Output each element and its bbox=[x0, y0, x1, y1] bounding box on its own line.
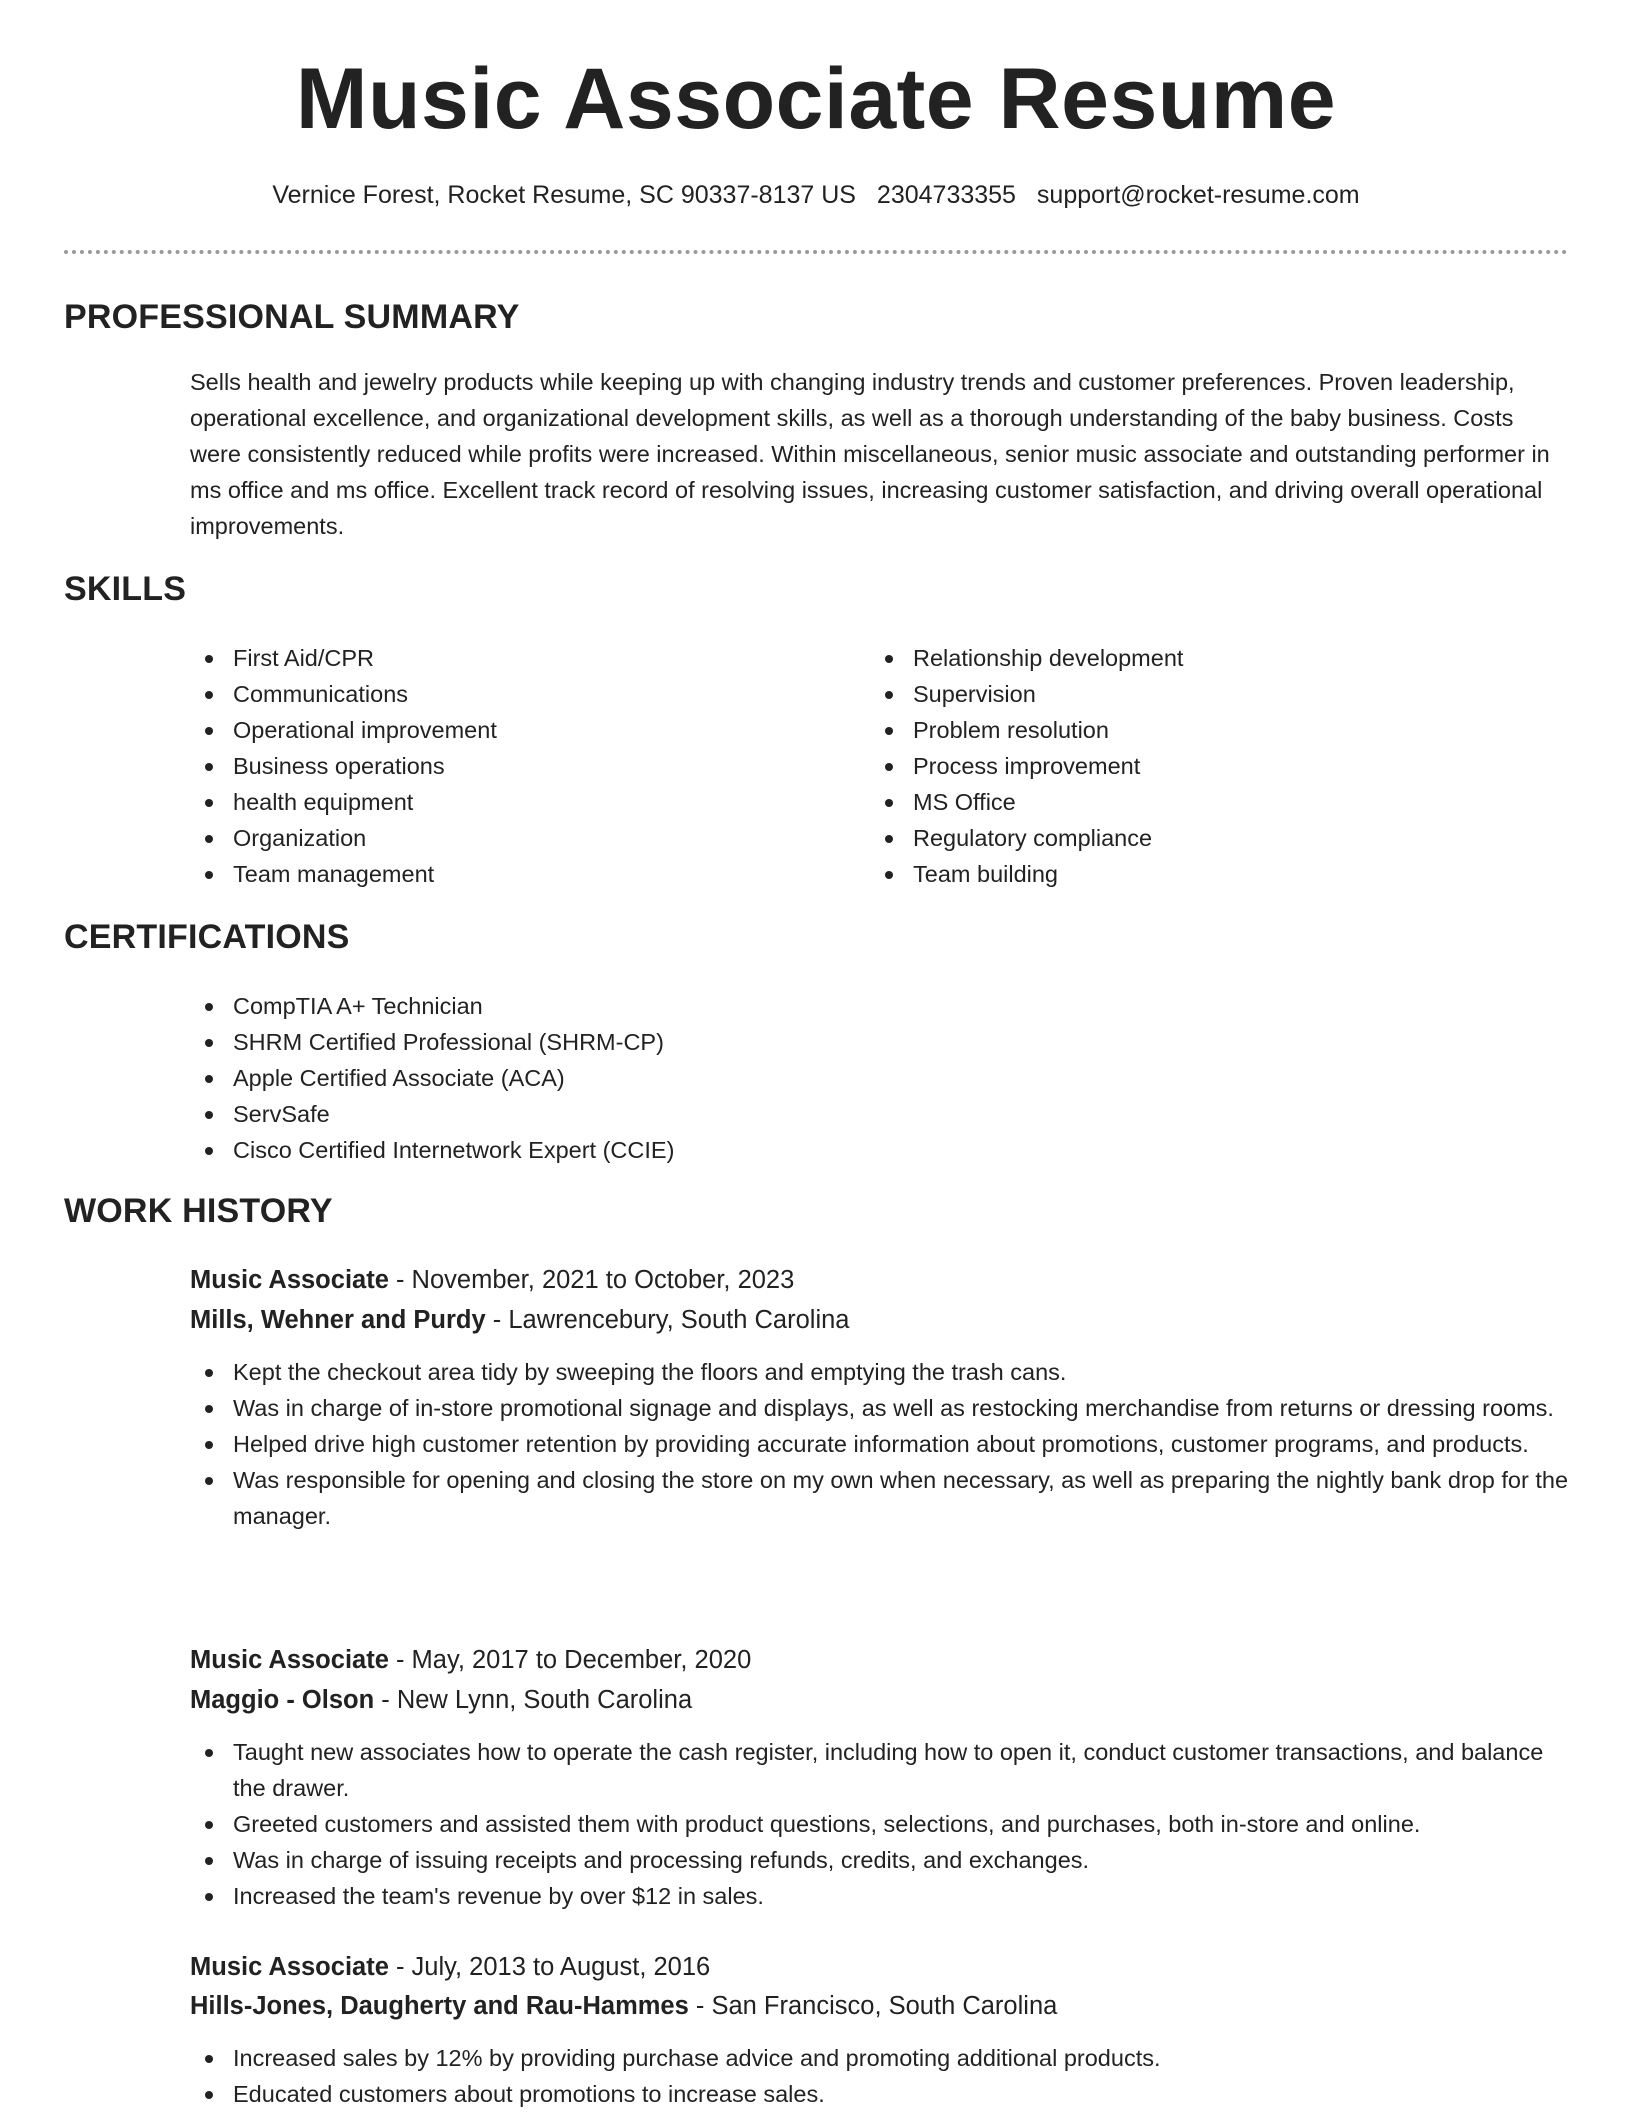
job-company: Mills, Wehner and Purdy bbox=[190, 1306, 486, 1334]
job-dates: - November, 2021 to October, 2023 bbox=[388, 1266, 795, 1294]
skill-item: Business operations bbox=[190, 748, 830, 784]
job-bullets bbox=[190, 1354, 1570, 1534]
job-company-line bbox=[190, 1682, 692, 1718]
certification-item: ServSafe bbox=[190, 1096, 1570, 1132]
certifications-list bbox=[190, 988, 1570, 1168]
contact-phone: 2304733355 bbox=[876, 181, 1016, 209]
skill-item: Communications bbox=[190, 676, 830, 712]
job-location: - Lawrencebury, South Carolina bbox=[485, 1306, 850, 1334]
job-bullet: Helped drive high customer retention by providing accurate information about promotions, customer programs, and products. bbox=[190, 1426, 1570, 1462]
contact-info bbox=[0, 181, 1632, 210]
certification-item: SHRM Certified Professional (SHRM-CP) bbox=[190, 1024, 1570, 1060]
job-location: - New Lynn, South Carolina bbox=[374, 1686, 693, 1714]
job-company: Hills-Jones, Daugherty and Rau-Hammes bbox=[190, 1992, 689, 2020]
skills-heading: SKILLS bbox=[64, 570, 187, 608]
skill-item: Supervision bbox=[870, 676, 1510, 712]
job-bullet: Greeted customers and assisted them with product questions, selections, and purchases, both in-store and online. bbox=[190, 1806, 1570, 1842]
summary-heading: PROFESSIONAL SUMMARY bbox=[64, 298, 520, 336]
job-bullets bbox=[190, 1734, 1570, 1914]
certification-item: Cisco Certified Internetwork Expert (CCIE) bbox=[190, 1132, 1570, 1168]
certifications-heading: CERTIFICATIONS bbox=[64, 918, 350, 956]
job-bullet: Taught new associates how to operate the cash register, including how to open it, conduct customer transactions, and balance the drawer. bbox=[190, 1734, 1570, 1806]
job-dates: - July, 2013 to August, 2016 bbox=[388, 1953, 711, 1981]
job-bullet: Was responsible for opening and closing the store on my own when necessary, as well as preparing the nightly bank drop for the manager. bbox=[190, 1462, 1570, 1534]
skill-item: Organization bbox=[190, 820, 830, 856]
job-bullets bbox=[190, 2040, 1570, 2112]
certification-item: Apple Certified Associate (ACA) bbox=[190, 1060, 1570, 1096]
skill-item: Operational improvement bbox=[190, 712, 830, 748]
summary-text: Sells health and jewelry products while keeping up with changing industry trends and customer preferences. Proven leadership, operational excellence, and organizational development skills, as well as a thorough understanding of the baby business. Costs were consistently reduced while profits were increased. Within miscellaneous, senior music associate and outstanding performer in ms office and ms office. Excellent track record of resolving issues, increasing customer satisfaction, and driving overall operational improvements. bbox=[190, 369, 1550, 539]
job-bullet: Increased sales by 12% by providing purchase advice and promoting additional products. bbox=[190, 2040, 1570, 2076]
skill-item: Process improvement bbox=[870, 748, 1510, 784]
job-title: Music Associate bbox=[190, 1266, 389, 1294]
work-history-heading: WORK HISTORY bbox=[64, 1192, 333, 1230]
skill-item: MS Office bbox=[870, 784, 1510, 820]
job-title: Music Associate bbox=[190, 1646, 389, 1674]
contact-address: Vernice Forest, Rocket Resume, SC 90337-8137 US bbox=[272, 181, 856, 209]
certification-item: CompTIA A+ Technician bbox=[190, 988, 1570, 1024]
skills-list-left bbox=[190, 640, 830, 892]
job-location: - San Francisco, South Carolina bbox=[688, 1992, 1058, 2020]
skill-item: Problem resolution bbox=[870, 712, 1510, 748]
job-company-line bbox=[190, 1988, 1057, 2024]
contact-email: support@rocket-resume.com bbox=[1036, 181, 1360, 209]
job-bullet: Kept the checkout area tidy by sweeping the floors and emptying the trash cans. bbox=[190, 1354, 1570, 1390]
skill-item: Team building bbox=[870, 856, 1510, 892]
job-title-line bbox=[190, 1642, 751, 1678]
skill-item: Relationship development bbox=[870, 640, 1510, 676]
skills-list-right bbox=[870, 640, 1510, 892]
job-bullet: Educated customers about promotions to increase sales. bbox=[190, 2076, 1570, 2112]
job-title: Music Associate bbox=[190, 1953, 389, 1981]
job-bullet: Increased the team's revenue by over $12 in sales. bbox=[190, 1878, 1570, 1914]
job-dates: - May, 2017 to December, 2020 bbox=[388, 1646, 752, 1674]
job-title-line bbox=[190, 1262, 794, 1298]
job-company: Maggio - Olson bbox=[190, 1686, 375, 1714]
job-company-line bbox=[190, 1302, 849, 1338]
skill-item: Team management bbox=[190, 856, 830, 892]
page-title: Music Associate Resume bbox=[295, 51, 1337, 147]
header-divider bbox=[64, 250, 1568, 254]
skill-item: health equipment bbox=[190, 784, 830, 820]
skill-item: Regulatory compliance bbox=[870, 820, 1510, 856]
skill-item: First Aid/CPR bbox=[190, 640, 830, 676]
job-bullet: Was in charge of in-store promotional signage and displays, as well as restocking merchandise from returns or dressing rooms. bbox=[190, 1390, 1570, 1426]
job-title-line bbox=[190, 1949, 710, 1985]
job-bullet: Was in charge of issuing receipts and processing refunds, credits, and exchanges. bbox=[190, 1842, 1570, 1878]
